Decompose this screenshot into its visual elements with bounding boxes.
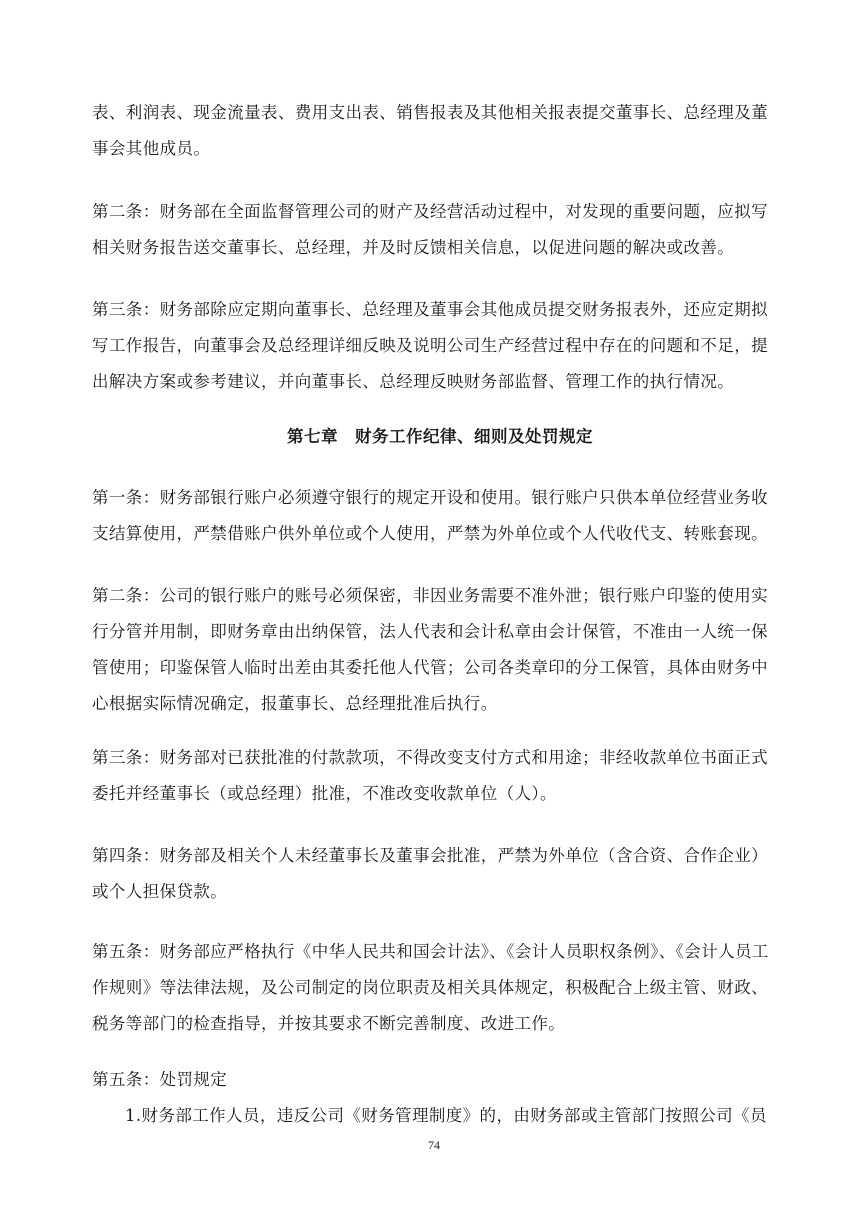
- text-line: 写工作报告，向董事会及总经理详细反映及说明公司生产经营过程中存在的问题和不足，提: [92, 336, 768, 355]
- text-line: 作规则》等法律法规，及公司制定的岗位职责及相关具体规定，积极配合上级主管、财政、: [92, 978, 768, 997]
- text-line: 委托并经董事长（或总经理）批准，不准改变收款单位（人）。: [92, 784, 557, 803]
- text-line: 行分管并用制，即财务章由出纳保管，法人代表和会计私章由会计保管，不准由一人统一保: [92, 622, 768, 641]
- article-5-penalties: [92, 1062, 788, 1134]
- text-line: 表、利润表、现金流量表、费用支出表、销售报表及其他相关报表提交董事长、总经理及董: [92, 103, 768, 122]
- article-5: [92, 934, 788, 1042]
- text-line: 1.财务部工作人员，违反公司《财务管理制度》的，由财务部或主管部门按照公司《员: [125, 1106, 767, 1125]
- text-line: 第二条：公司的银行账户的账号必须保密，非因业务需要不准外泄；银行账户印鉴的使用实: [92, 586, 768, 605]
- article-3: [92, 740, 788, 812]
- paragraph-continued: [92, 95, 788, 167]
- paragraph-article-2: [92, 194, 788, 266]
- article-4: [92, 838, 788, 910]
- text-line: 第三条：财务部除应定期向董事长、总经理及董事会其他成员提交财务报表外，还应定期拟: [92, 300, 768, 319]
- text-line: 第一条：财务部银行账户必须遵守银行的规定开设和使用。银行账户只供本单位经营业务收: [92, 488, 768, 507]
- text-line: 第三条：财务部对已获批准的付款款项，不得改变支付方式和用途；非经收款单位书面正式: [92, 748, 768, 767]
- page-number: 74: [428, 1138, 440, 1152]
- text-line: 相关财务报告送交董事长、总经理，并及时反馈相关信息，以促进问题的解决或改善。: [92, 238, 735, 257]
- text-line: 管使用；印鉴保管人临时出差由其委托他人代管；公司各类章印的分工保管，具体由财务中: [92, 658, 768, 677]
- text-line: 心根据实际情况确定，报董事长、总经理批准后执行。: [92, 694, 498, 713]
- text-line: 第四条：财务部及相关个人未经董事长及董事会批准，严禁为外单位（含合资、合作企业）: [92, 846, 768, 865]
- text-line: 第二条：财务部在全面监督管理公司的财产及经营活动过程中，对发现的重要问题，应拟写: [92, 202, 768, 221]
- text-line: 第五条：财务部应严格执行《中华人民共和国会计法》、《会计人员职权条例》、《会计人员工: [92, 942, 769, 961]
- paragraph-article-3: [92, 292, 788, 400]
- text-line: 出解决方案或参考建议，并向董事长、总经理反映财务部监督、管理工作的执行情况。: [92, 372, 735, 391]
- article-1: [92, 480, 788, 552]
- chapter-title: 第七章 财务工作纪律、细则及处罚规定: [287, 427, 593, 446]
- text-line: 事会其他成员。: [92, 139, 211, 158]
- text-line: 税务等部门的检查指导，并按其要求不断完善制度、改进工作。: [92, 1014, 566, 1033]
- article-heading: 第五条：处罚规定: [92, 1070, 228, 1089]
- text-line: 或个人担保贷款。: [92, 882, 228, 901]
- article-2: [92, 578, 788, 722]
- text-line: 支结算使用，严禁借账户供外单位或个人使用，严禁为外单位或个人代收代支、转账套现。: [92, 524, 768, 543]
